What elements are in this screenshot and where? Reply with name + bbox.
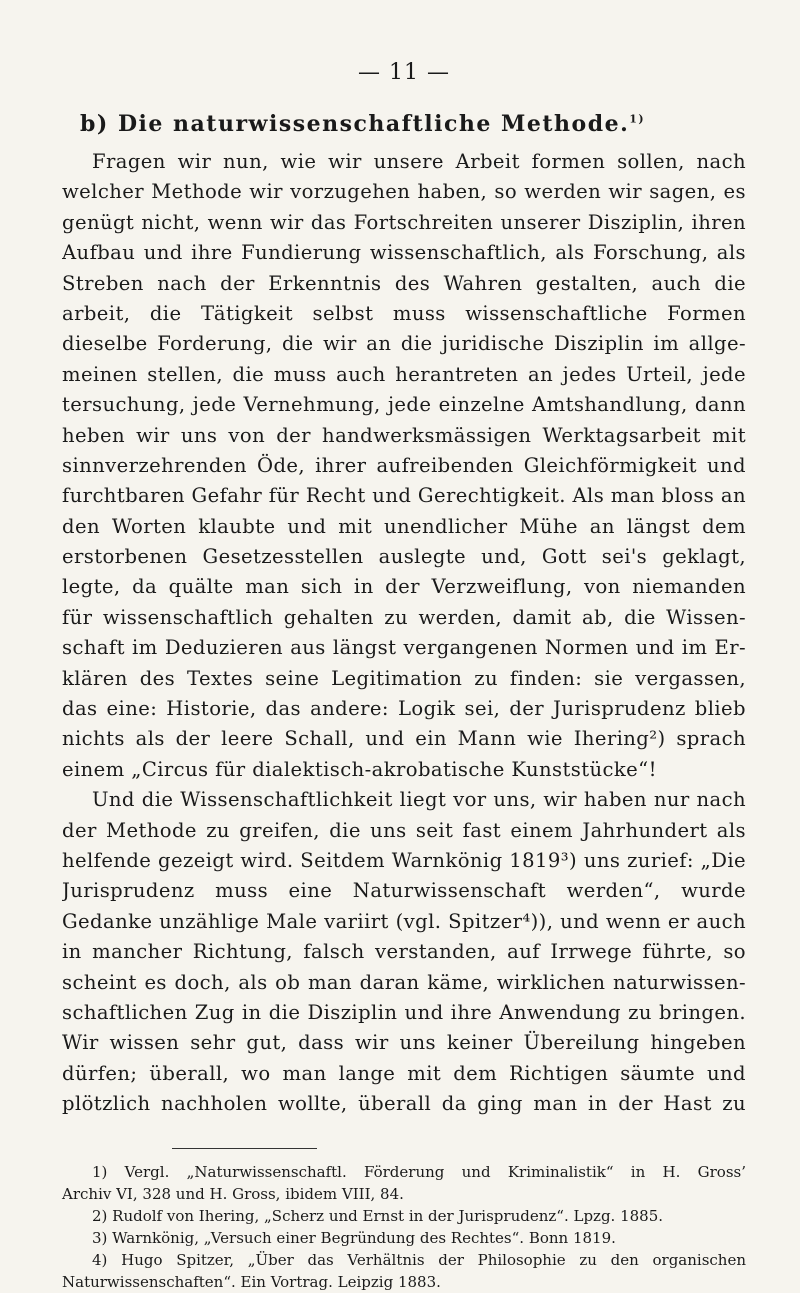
footnote-line: Naturwissenschaften“. Ein Vortrag. Leipzig 1883. [62, 1272, 441, 1291]
body-line: nichts als der leere Schall, und ein Mann wie Ihering²) sprach [62, 727, 746, 751]
body-line: furchtbaren Gefahr für Recht und Gerechtigkeit. Als man bloss an [62, 484, 746, 508]
book-page [62, 60, 746, 1293]
body-line: das eine: Historie, das andere: Logik sei, der Jurisprudenz blieb [62, 697, 746, 721]
footnote-divider [172, 1148, 317, 1149]
section-heading-text: b) Die naturwissenschaftliche Methode. [80, 111, 630, 137]
body-line: Aufbau und ihre Fundierung wissenschaftlich, als Forschung, als [62, 241, 746, 265]
footnote-line: 3) Warnkönig, „Versuch einer Begründung des Rechtes“. Bonn 1819. [92, 1228, 616, 1247]
body-line: Fragen wir nun, wie wir unsere Arbeit formen sollen, nach [92, 150, 746, 173]
footnote-line: 4) Hugo Spitzer, „Über das Verhältnis der Philosophie zu den organischen [92, 1250, 746, 1269]
body-line: tersuchung, jede Vernehmung, jede einzelne Amtshandlung, dann [62, 393, 746, 417]
footnotes [62, 1161, 746, 1293]
body-line: der Methode zu greifen, die uns seit fast einem Jahrhundert als [62, 818, 746, 842]
body-line: Streben nach der Erkenntnis des Wahren gestalten, auch die [62, 271, 746, 295]
body-line: dürfen; überall, wo man lange mit dem Richtigen säumte und [62, 1061, 746, 1085]
body-line: heben wir uns von der handwerksmässigen Werktagsarbeit mit [62, 423, 746, 447]
body-line: genügt nicht, wenn wir das Fortschreiten unserer Disziplin, ihren [62, 210, 746, 234]
footnote [62, 1161, 746, 1205]
body-line: Wir wissen sehr gut, dass wir uns keiner Übereilung hingeben [62, 1031, 746, 1055]
section-heading [80, 111, 746, 137]
footnote [62, 1205, 746, 1227]
body-line: klären des Textes seine Legitimation zu finden: sie vergassen, [62, 666, 746, 690]
body-line: erstorbenen Gesetzesstellen auslegte und, Gott sei's geklagt, [62, 545, 746, 569]
section-heading-footnote-ref: 1) [629, 112, 646, 126]
body-line: dieselbe Forderung, die wir an die juridische Disziplin im allge- [62, 332, 746, 356]
body-line: legte, da quälte man sich in der Verzweiflung, von niemanden [62, 575, 746, 599]
body-line: sinnverzehrenden Öde, ihrer aufreibenden Gleichförmigkeit und [62, 453, 746, 477]
footnote [62, 1249, 746, 1293]
body-line: scheint es doch, als ob man daran käme, wirklichen naturwissen- [62, 970, 746, 994]
body-line: schaftlichen Zug in die Disziplin und ihre Anwendung zu bringen. [62, 1000, 746, 1024]
body-line: den Worten klaubte und mit unendlicher Mühe an längst dem [62, 514, 746, 538]
footnote [62, 1227, 746, 1249]
body-line: welcher Methode wir vorzugehen haben, so werden wir sagen, es [62, 180, 746, 204]
body-line: Jurisprudenz muss eine Naturwissenschaft werden“, wurde [62, 879, 746, 903]
body-line: plötzlich nachholen wollte, überall da ging man in der Hast zu [62, 1092, 746, 1116]
footnote-line: 2) Rudolf von Ihering, „Scherz und Ernst in der Jurisprudenz“. Lpzg. 1885. [92, 1206, 664, 1225]
body-text [62, 147, 746, 1120]
body-line: einem „Circus für dialektisch-akrobatische Kunststücke“! [62, 757, 657, 781]
body-line: schaft im Deduzieren aus längst vergangenen Normen und im Er- [62, 636, 746, 660]
body-line: für wissenschaftlich gehalten zu werden, damit ab, die Wissen- [62, 605, 746, 629]
body-line: meinen stellen, die muss auch herantreten an jedes Urteil, jede [62, 362, 746, 386]
footnote-line: Archiv VI, 328 und H. Gross, ibidem VIII, 84. [62, 1184, 404, 1203]
footnote-line: 1) Vergl. „Naturwissenschaftl. Förderung und Kriminalistik“ in H. Gross’ [92, 1162, 746, 1181]
page-number: — 11 — [358, 60, 450, 85]
body-line: helfende gezeigt wird. Seitdem Warnkönig 1819³) uns zurief: „Die [62, 848, 746, 872]
body-line: Gedanke unzählige Male variirt (vgl. Spitzer⁴)), und wenn er auch [62, 909, 746, 933]
body-line: in mancher Richtung, falsch verstanden, auf Irrwege führte, so [62, 940, 746, 964]
body-line: Und die Wissenschaftlichkeit liegt vor uns, wir haben nur nach [92, 788, 746, 812]
body-line: arbeit, die Tätigkeit selbst muss wissenschaftliche Formen [62, 301, 746, 325]
